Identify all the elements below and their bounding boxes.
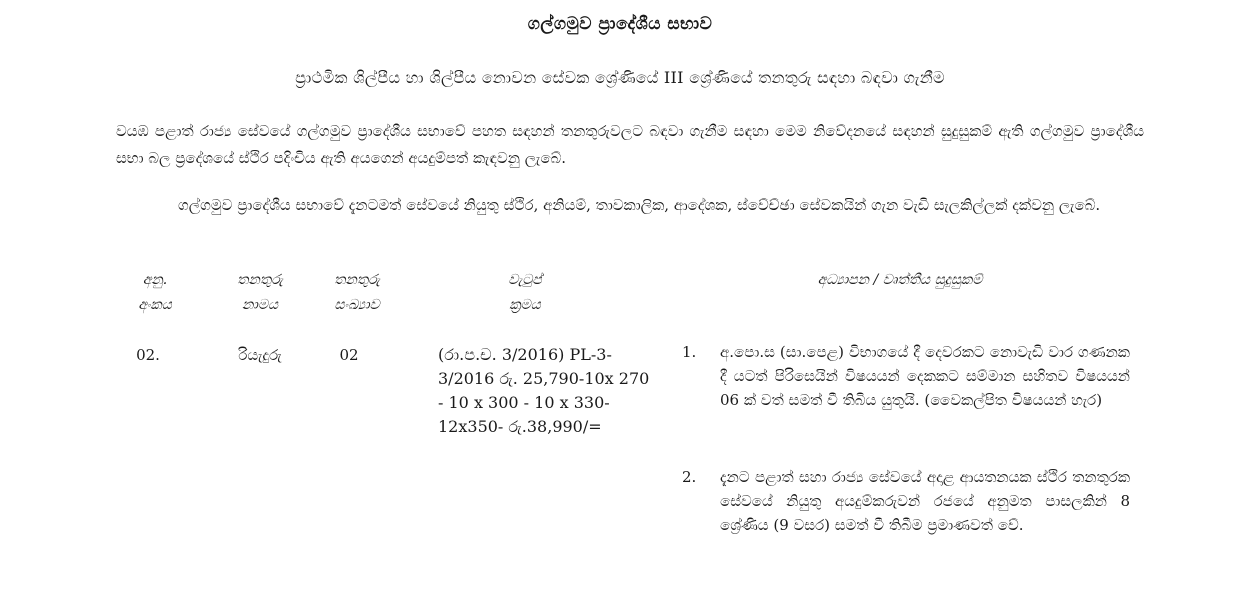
row-post-count: 02 (339, 346, 359, 364)
header-post-line1: තනතුරු (237, 272, 283, 288)
header-post-count (312, 268, 402, 318)
document-subtitle: ප්‍රාථමික ශිල්පීය හා ශිල්පීය නොවන සේවක ශ්‍රේණියේ III ශ්‍රේණියේ තනතුරු සඳහා බඳවා ගැනීම (295, 68, 945, 87)
qualification-number: 1. (682, 343, 697, 361)
row-post-name: රියැදුරු (238, 346, 282, 364)
header-salary-line2: ක්‍රමය (509, 297, 541, 313)
header-serial-line2: අංකය (138, 297, 172, 313)
header-post-line2: නාමය (241, 297, 279, 313)
header-qualifications: අධ්‍යාපන / වෘත්තීය සුදුසුකම් (817, 272, 983, 288)
qualification-text: දැනට පළාත් සහා රාජ්‍ය සේවයේ අදාළ ආයතනයක ස්ථිර තනතුරක සේවයේ නියුතු අයදුම්කරුවන් රජයේ අනුමත පාසලකින් 8 ශ්‍රේණිය (9 වසර) සමත් වී තිබීම ප්‍රමාණවත් වේ. (720, 468, 1130, 534)
header-salary-line1: වැටුප් (508, 272, 542, 288)
header-count-line1: තනතුරු (334, 272, 380, 288)
header-serial-line1: අනු. (142, 272, 168, 288)
intro-paragraph: වයඹ පළාත් රාජ්‍ය සේවයේ ගල්ගමුව ප්‍රාදේශීය සභාවේ පහත සඳහන් තනතුරුවලට බඳවා ගැනීම සඳහා මෙම නිවේදනයේ සඳහන් සුදුසුකම් ඇති ගල්ගමුව ප්‍රාදේශීය සභා බල ප්‍රදේශයේ ස්ථිර පදිංචිය ඇති අයගෙන් අයදුම්පත් කැඳවනු ලැබේ. (116, 122, 1144, 167)
header-count-line2: සංඛ්‍යාව (334, 297, 380, 313)
row-salary-scale: (රා.ප.ච. 3/2016) PL-3-3/2016 රු. 25,790-10x 270 - 10 x 300 - 10 x 330-12x350- රු.38,990/= (438, 345, 650, 436)
priority-paragraph: ගල්ගමුව ප්‍රාදේශීය සභාවේ දැනටමත් සේවයේ නියුතු ස්ථිර, අනියම්, තාවකාලික, ආදේශක, ස්වේච්ඡා සේවකයින් ගැන වැඩි සැලකිල්ලක් දක්වනු ලැබේ. (178, 196, 1101, 214)
header-serial-number (120, 268, 190, 318)
qualification-text: අ.පො.ස (සා.පෙළ) විභාගයේ දී දෙවරකට නොවැඩි වාර ගණනක දී යටත් පිරිසෙයින් විෂයයන් දෙකකට සම්මාන සහිතව විෂයයන් 06 ක් වත් සමත් වී තිබිය යුතුයි. (වෛකල්පිත විෂයයන් හැර) (720, 343, 1130, 409)
document-title: ගල්ගමුව ප්‍රාදේශීය සභාව (527, 14, 713, 34)
header-salary-scale (470, 268, 580, 318)
row-serial-number: 02. (136, 346, 160, 364)
header-post-name (205, 268, 315, 318)
qualification-number: 2. (682, 468, 697, 486)
